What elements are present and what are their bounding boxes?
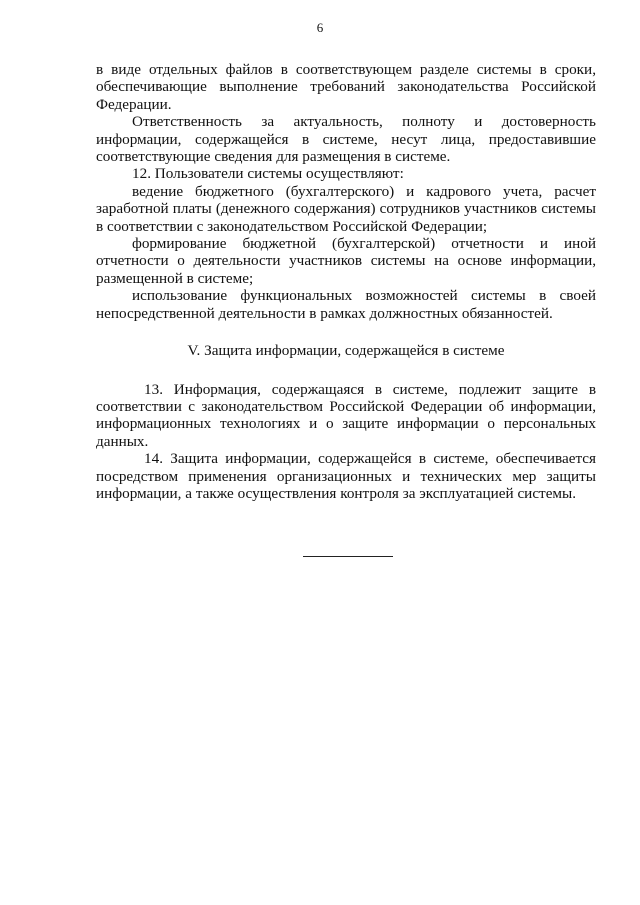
- paragraph-item-12: 12. Пользователи системы осуществляют:: [132, 165, 404, 183]
- paragraph-accounting: ведение бюджетного (бухгалтерского) и кадрового учета, расчет заработной платы (денежного содержания) сотрудников участников системы в соответствии с законодательством Российской Федерации;: [96, 182, 596, 235]
- paragraph-item-13: 13. Информация, содержащаяся в системе, подлежит защите в соответствии с законодательством Российской Федерации об информации, информационных технологиях и о защите информации о персональных данных.: [96, 380, 596, 450]
- document-body: [96, 61, 596, 502]
- end-rule-divider: [303, 556, 393, 557]
- paragraph-continuation: в виде отдельных файлов в соответствующем разделе системы в сроки, обеспечивающие выполнение требований законодательства Российской Федерации.: [96, 61, 596, 113]
- paragraph-responsibility: Ответственность за актуальность, полноту и достоверность информации, содержащейся в системе, несут лица, предоставившие соответствующие сведения для размещения в системе.: [96, 113, 596, 166]
- paragraph-reporting: формирование бюджетной (бухгалтерской) отчетности и иной отчетности о деятельности участников системы на основе информации, размещенной в системе;: [96, 235, 596, 287]
- page-number: 6: [316, 20, 324, 35]
- paragraph-item-14: 14. Защита информации, содержащейся в системе, обеспечивается посредством применения организационных и технических мер защиты информации, а также осуществления контроля за эксплуатацией системы.: [96, 450, 596, 502]
- section-heading: V. Защита информации, содержащейся в системе: [187, 342, 505, 360]
- paragraph-usage: использование функциональных возможностей системы в своей непосредственной деятельности в рамках должностных обязанностей.: [96, 287, 596, 322]
